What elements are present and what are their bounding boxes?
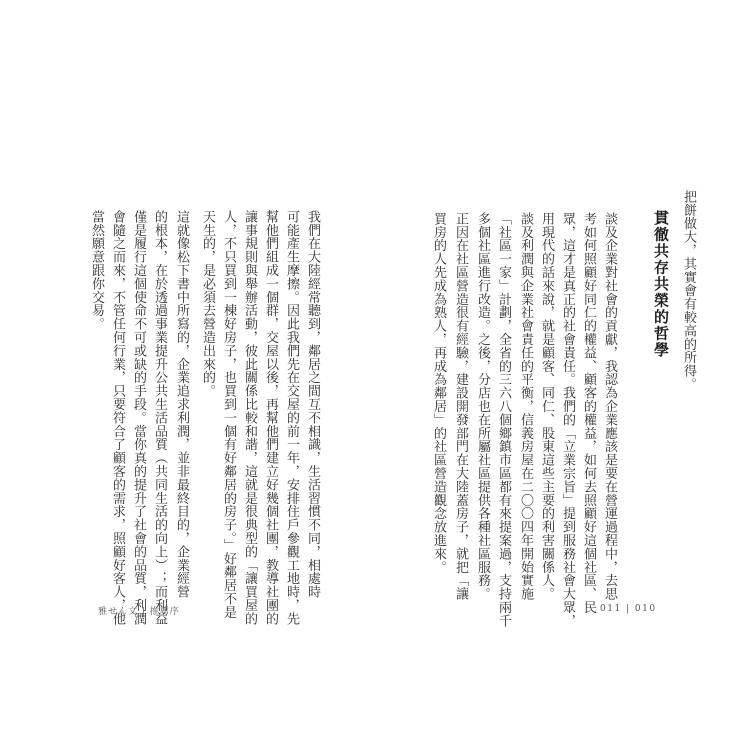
right-column-1: 把餅做大，其實會有較高的所得。 bbox=[681, 190, 696, 391]
right-column-2: 談及企業對社會的貢獻，我認為企業應該是要在營運過程中，去思 bbox=[602, 212, 617, 601]
right-page-number: 011 | 010 bbox=[600, 604, 657, 614]
left-column-8: 的根本，在於透過事業提升公共生活品質（共同生活的向上）；而利益 bbox=[152, 210, 167, 626]
right-column-4: 眾，這才是真正的社會責任。我們的「立業宗旨」提到服務社會大眾， bbox=[560, 212, 575, 628]
right-column-9: 正因在社區營造很有經驗，建設開發部門在大陸蓋房子，就把「讓 bbox=[453, 212, 468, 601]
left-column-11: 當然願意跟你交易。 bbox=[89, 210, 104, 331]
left-column-1: 我們在大陸經常聽到，鄰居之間互不相識，生活習慣不同，相處時 bbox=[305, 210, 320, 599]
right-column-10: 買房的人先成為熟人，再成為鄰居」的社區營造觀念放進來。 bbox=[431, 212, 446, 574]
left-column-7: 這就像松下書中所寫的，企業追求利潤，並非最終目的，企業經營 bbox=[174, 210, 189, 599]
left-column-6: 天生的，是必須去營造出來的。 bbox=[200, 210, 215, 398]
right-column-3: 考如何照顧好同仁的權益、顧客的權益，如何去照顧好這個社區、民 bbox=[581, 212, 596, 614]
right-column-7: 「社區一家」計劃，全省的三六八個鄉鎮市區都有來提案過，支持兩千 bbox=[496, 212, 511, 628]
section-heading: 貫徹共存共榮的哲學 bbox=[652, 210, 670, 359]
right-column-8: 多個社區進行改造。之後，分店也在所屬社區提供各種社區服務。 bbox=[475, 212, 490, 601]
left-column-2: 可能產生摩擦。因此我們先在交屋的前一年，安排住戶參觀工地時，先 bbox=[284, 210, 299, 626]
left-column-3: 幫他們組成一個群，交屋以後，再幫他們建立好幾個社團，教導社團的 bbox=[263, 210, 278, 626]
left-column-4: 讓事規則與舉辦活動，彼此關係比較和諧，這就是很典型的「讓買屋的 bbox=[242, 210, 257, 626]
left-page-footer: 雅せん文 | 推薦序 bbox=[98, 607, 180, 617]
right-column-5: 用現代的話來說，就是顧客、同仁、股東這些主要的利害關係人。 bbox=[539, 212, 554, 601]
left-column-5: 人，不只買到一棟好房子，也買到一個有好鄰居的房子。」好鄰居不是 bbox=[221, 210, 236, 619]
right-column-6: 談及利潤與企業社會責任的平衡，信義房屋在二〇〇四年開始實施 bbox=[518, 212, 533, 601]
left-column-9: 僅是履行這個使命不可或缺的手段。當你真的提升了社會的品質，利潤 bbox=[131, 210, 146, 626]
left-column-10: 會隨之而來，不管任何行業，只要符合了顧客的需求，照顧好客人，他 bbox=[110, 210, 125, 626]
